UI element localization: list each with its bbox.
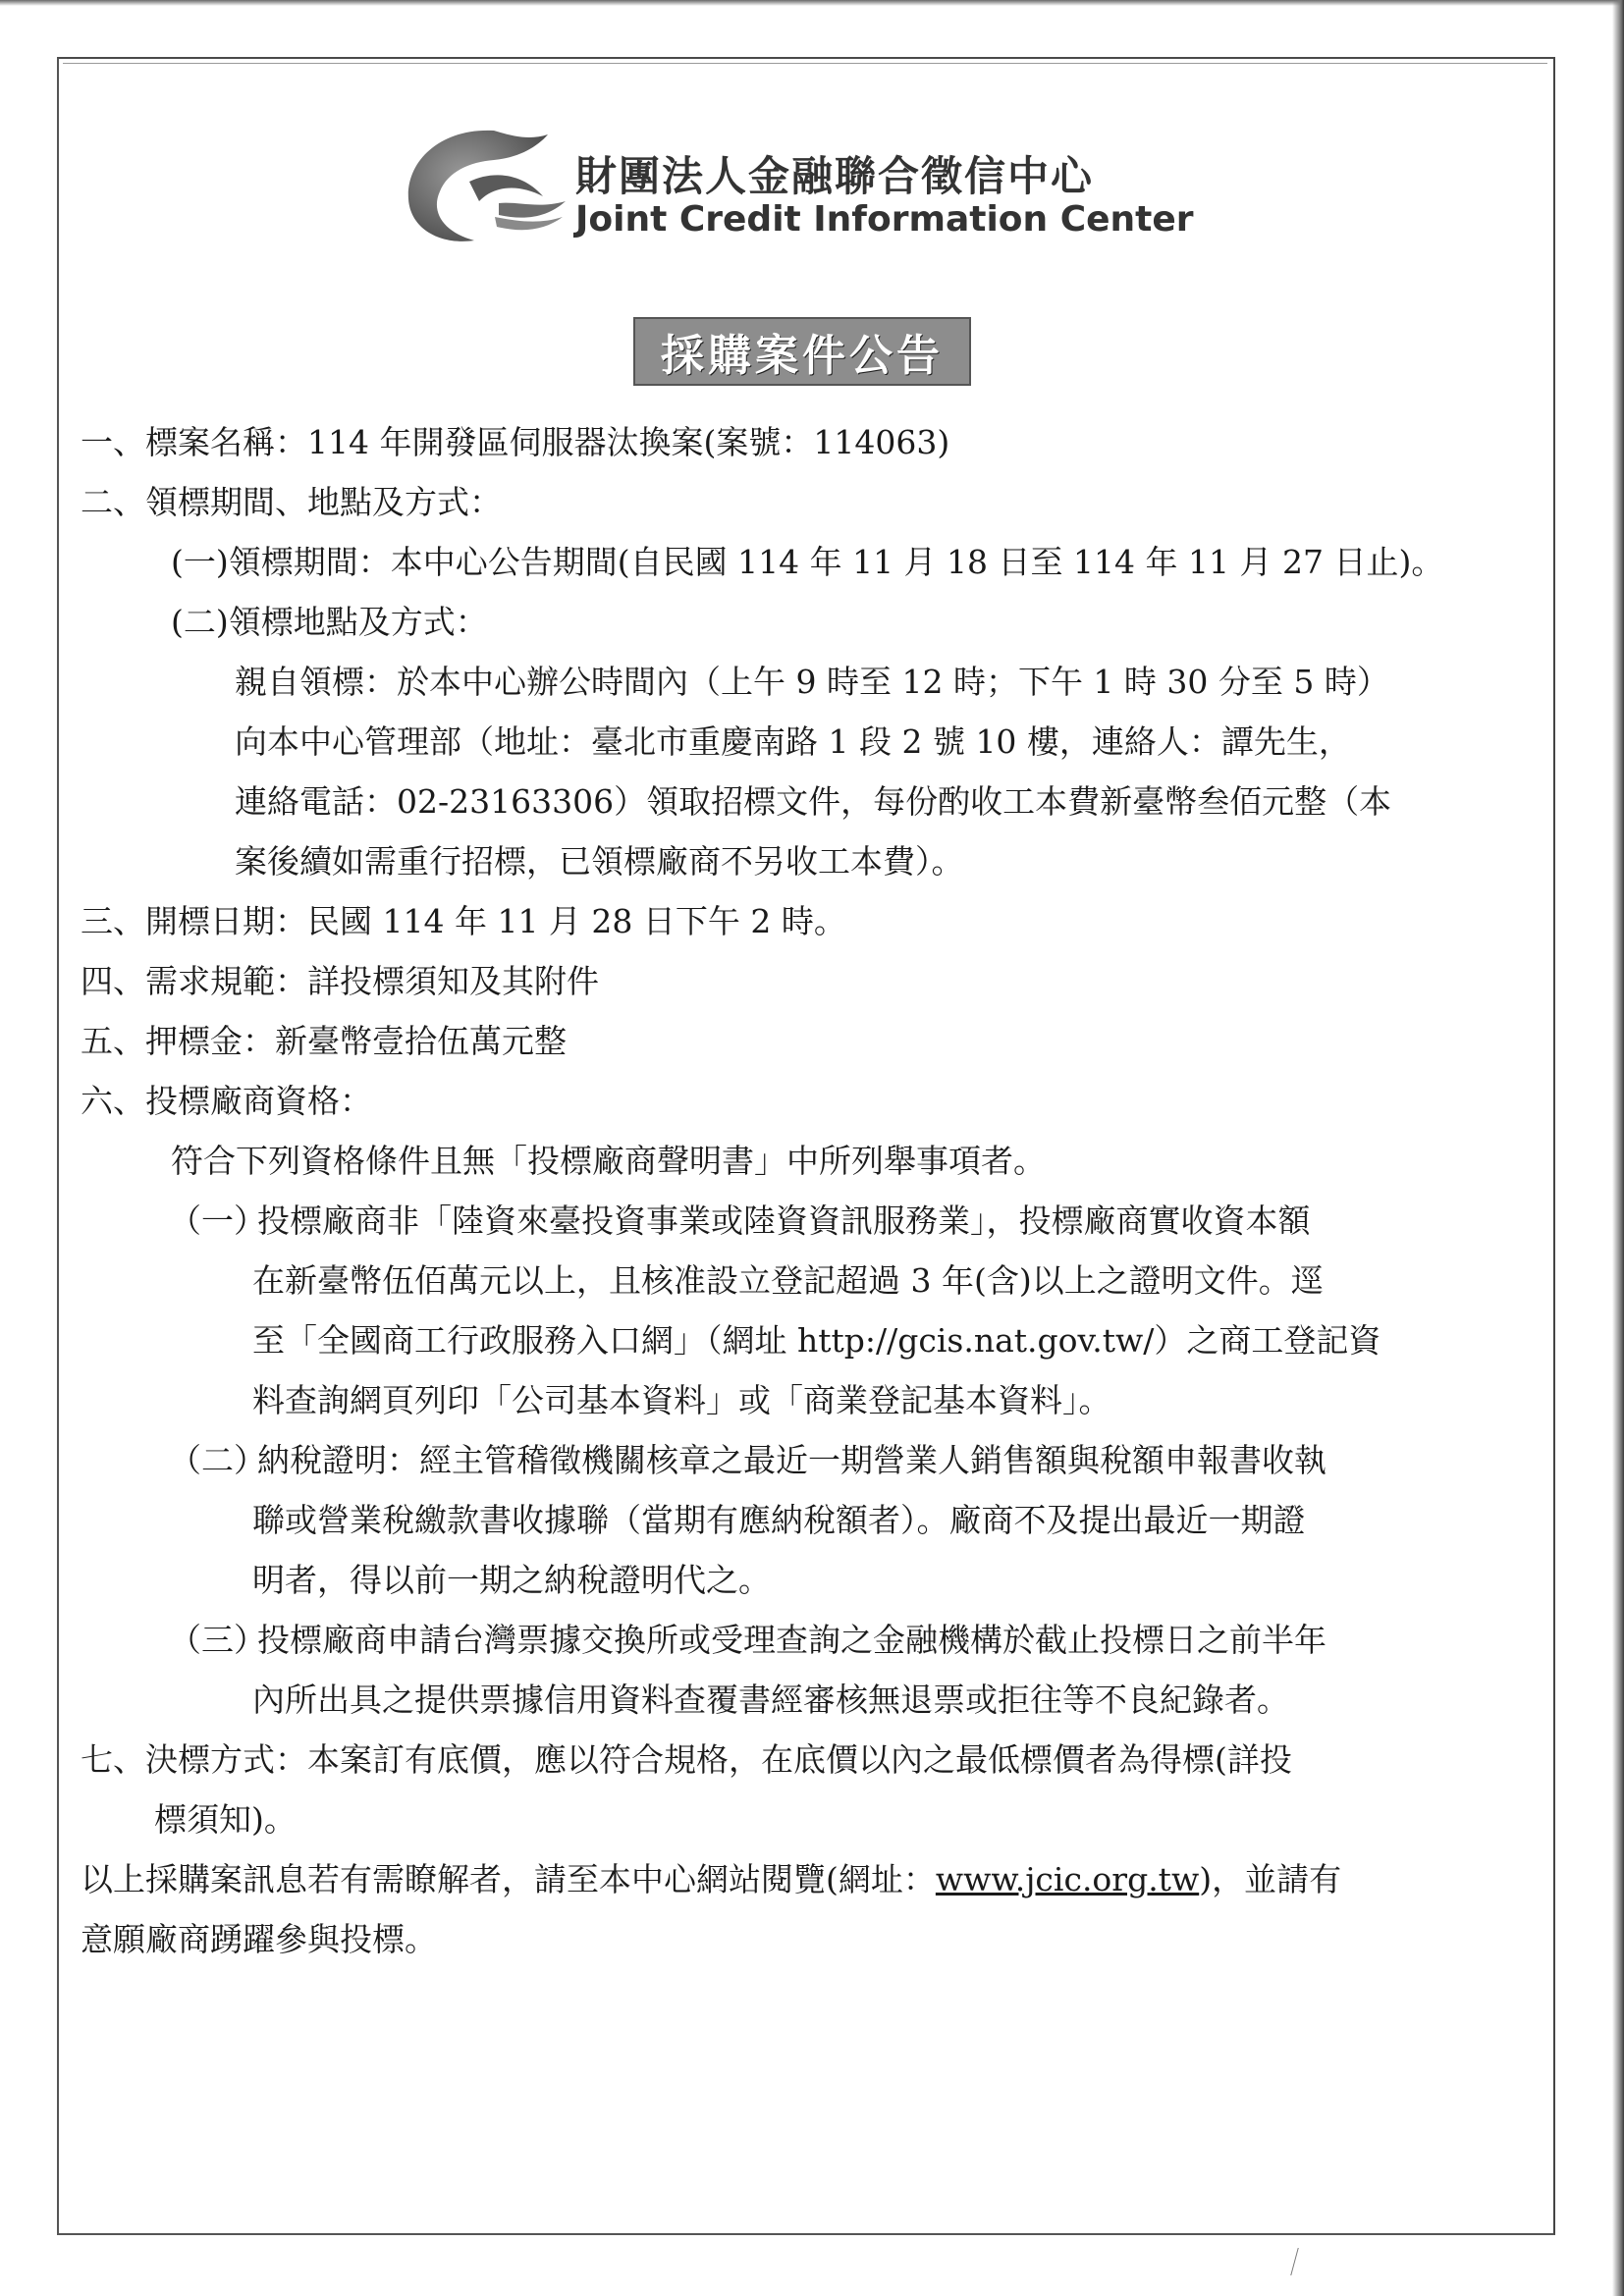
org-name-chinese: 財團法人金融聯合徵信中心: [575, 152, 1095, 200]
pickup-detail-line: 連絡電話：02-23163306）領取招標文件，每份酌收工本費新臺幣叁佰元整（本: [235, 782, 1392, 821]
jcic-emblem-icon: [401, 123, 568, 250]
item-text: 納稅證明：經主管稽徵機關核章之最近一期營業人銷售額與稅額申報書收執: [257, 1441, 1326, 1479]
scan-pencil-mark: [1290, 2248, 1305, 2275]
section-5: [81, 1011, 1534, 1071]
section-1: [81, 412, 1534, 472]
scan-edge-right: [1612, 0, 1624, 2296]
section-number: 七、: [81, 1740, 145, 1779]
sub-number: (二): [171, 603, 229, 641]
section-2-sub-1: [81, 532, 1534, 592]
closing-text: 以上採購案訊息若有需瞭解者，請至本中心網站閱覽(網址：: [81, 1860, 936, 1898]
section-7-line-2: 標須知)。: [154, 1800, 297, 1839]
sub-text: 領標期間：本中心公告期間(自民國 114 年 11 月 18 日至 114 年 11 月 27 日止)。: [228, 543, 1444, 581]
item-number: （二）: [169, 1441, 266, 1479]
qualification-item-3: [81, 1610, 1534, 1670]
qualification-item-2-line: 明者，得以前一期之納稅證明代之。: [252, 1561, 771, 1599]
scan-edge-top: [0, 0, 1624, 6]
qualification-item-1-line: 在新臺幣伍佰萬元以上，且核准設立登記超過 3 年(含)以上之證明文件。逕: [252, 1261, 1324, 1300]
closing-statement: [81, 1849, 1534, 1909]
section-number: 一、: [81, 423, 145, 461]
org-name-english: Joint Credit Information Center: [575, 199, 1194, 240]
item-number: （三）: [169, 1621, 266, 1659]
qualification-intro: 符合下列資格條件且無「投標廠商聲明書」中所列舉事項者。: [171, 1142, 1046, 1180]
announcement-title-box: [633, 317, 971, 386]
qualification-item-2: [81, 1430, 1534, 1490]
section-text: 需求規範：詳投標須知及其附件: [145, 962, 599, 1000]
qualification-item-2-line: 聯或營業稅繳款書收據聯（當期有應納稅額者）。廠商不及提出最近一期證: [252, 1501, 1306, 1539]
item-text: 投標廠商申請台灣票據交換所或受理查詢之金融機構於截止投標日之前半年: [257, 1621, 1326, 1659]
item-text: 投標廠商非「陸資來臺投資事業或陸資資訊服務業」，投標廠商實收資本額: [257, 1201, 1311, 1240]
sub-text: 領標地點及方式：: [228, 603, 488, 641]
section-4: [81, 951, 1534, 1011]
qualification-item-3-line: 內所出具之提供票據信用資料查覆書經審核無退票或拒往等不良紀錄者。: [252, 1681, 1289, 1719]
organization-logo: [401, 123, 1194, 250]
section-2: [81, 472, 1534, 532]
section-text: 決標方式：本案訂有底價，應以符合規格，在底價以內之最低標價者為得標(詳投: [145, 1740, 1292, 1779]
section-2-sub-2: [81, 592, 1534, 652]
section-text: 領標期間、地點及方式：: [145, 483, 502, 521]
closing-statement-line-2: 意願廠商踴躍參與投標。: [81, 1920, 437, 1958]
section-text: 投標廠商資格：: [145, 1082, 372, 1120]
pickup-detail-line: 親自領標：於本中心辦公時間內（上午 9 時至 12 時；下午 1 時 30 分至 5 時）: [235, 663, 1389, 701]
announcement-body: [81, 412, 1534, 1969]
section-text: 開標日期：民國 114 年 11 月 28 日下午 2 時。: [145, 902, 846, 940]
section-number: 五、: [81, 1022, 145, 1060]
section-number: 三、: [81, 902, 145, 940]
section-number: 六、: [81, 1082, 145, 1120]
item-number: （一）: [169, 1201, 266, 1240]
qualification-item-1-line: 料查詢網頁列印「公司基本資料」或「商業登記基本資料」。: [252, 1381, 1111, 1419]
qualification-item-1-line: 至「全國商工行政服務入口網」（網址 http://gcis.nat.gov.tw/）之商工登記資: [252, 1321, 1381, 1360]
pickup-detail-line: 案後續如需重行招標，已領標廠商不另收工本費）。: [235, 842, 964, 881]
closing-text: )，並請有: [1199, 1860, 1342, 1898]
pickup-detail-line: 向本中心管理部（地址：臺北市重慶南路 1 段 2 號 10 樓，連絡人：譚先生，: [235, 722, 1351, 761]
section-6: [81, 1071, 1534, 1131]
sub-number: (一): [171, 543, 229, 581]
website-link[interactable]: www.jcic.org.tw: [935, 1860, 1200, 1898]
section-number: 四、: [81, 962, 145, 1000]
announcement-title: 採購案件公告: [661, 331, 944, 381]
qualification-item-1: [81, 1191, 1534, 1251]
section-text: 押標金：新臺幣壹拾伍萬元整: [145, 1022, 567, 1060]
section-3: [81, 891, 1534, 951]
section-text: 標案名稱：114 年開發區伺服器汰換案(案號：114063): [145, 423, 950, 461]
section-7: [81, 1730, 1534, 1789]
section-number: 二、: [81, 483, 145, 521]
